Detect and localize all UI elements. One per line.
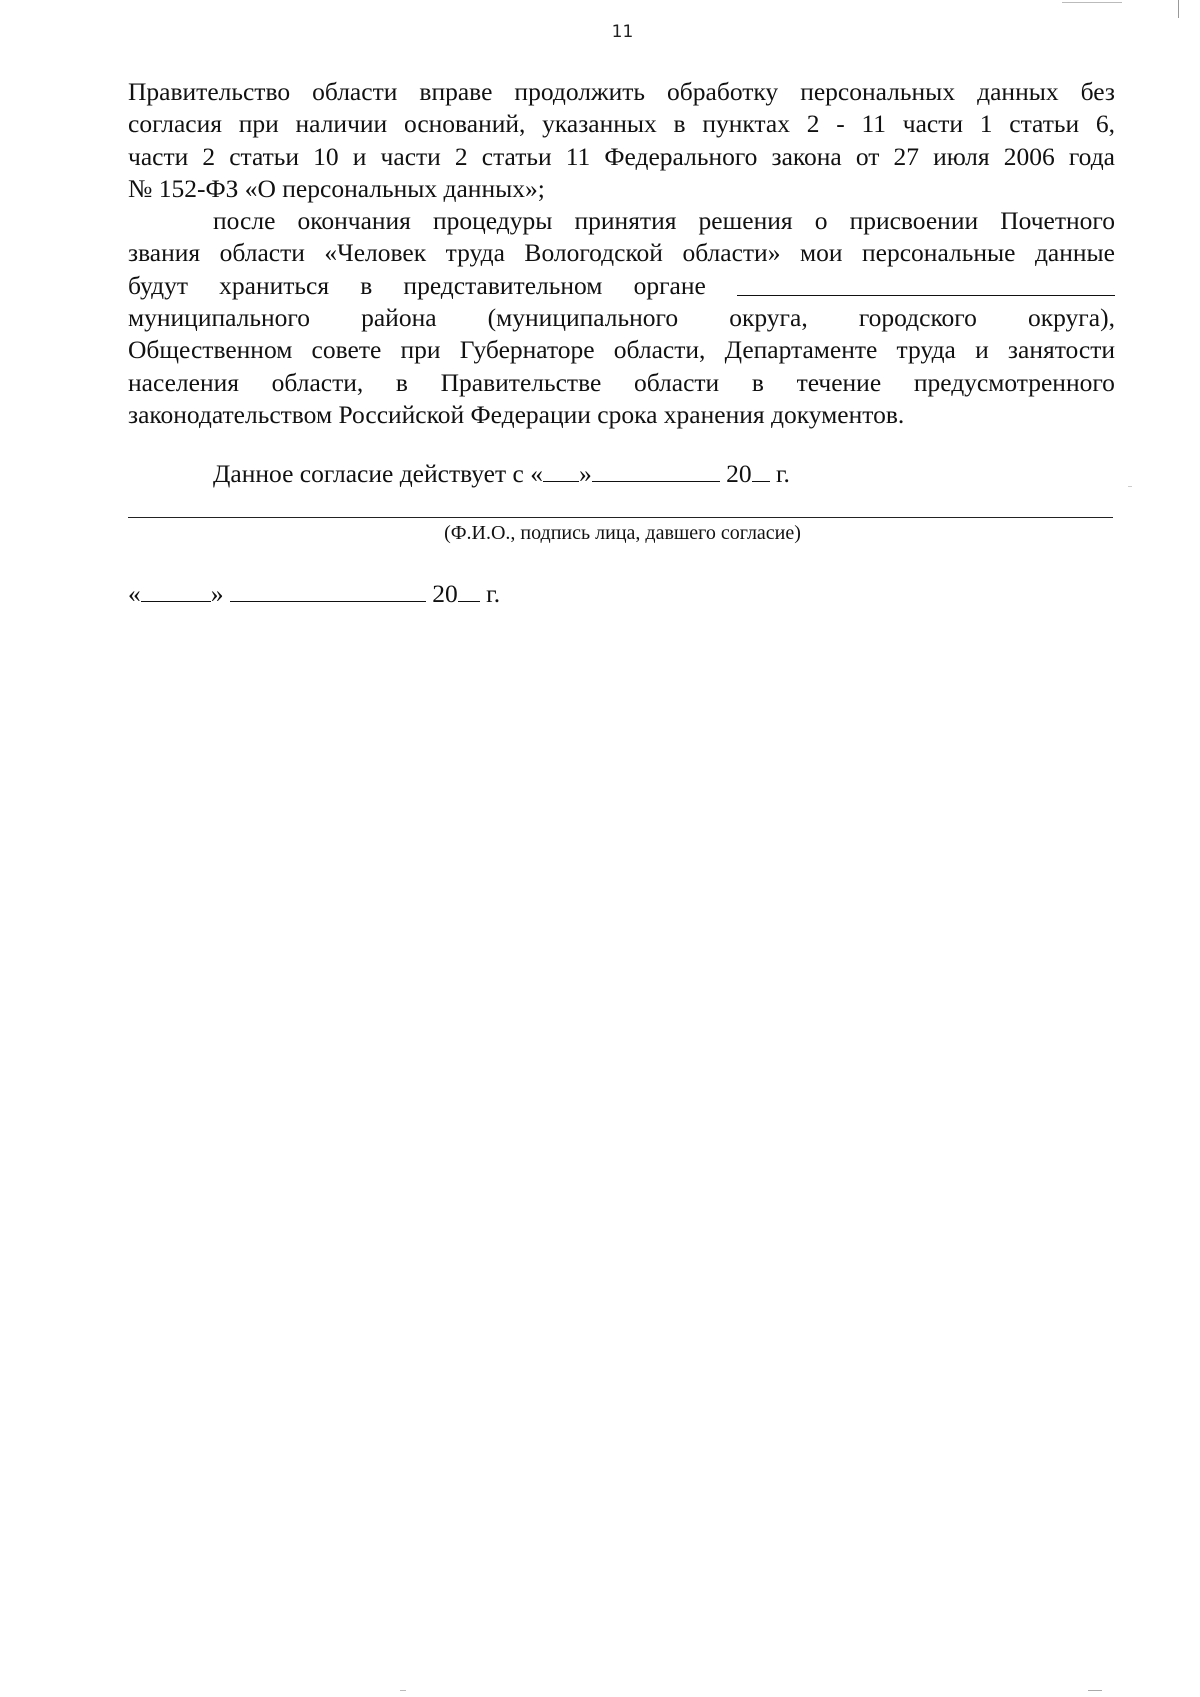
word: округа),: [1028, 303, 1115, 333]
text-line: [128, 367, 1115, 399]
word: муниципального: [128, 303, 310, 333]
validity-day-blank[interactable]: [543, 459, 579, 482]
text-line: № 152-ФЗ «О персональных данных»;: [128, 173, 545, 203]
word: населения: [128, 367, 239, 397]
scan-artifact: [1178, 0, 1179, 18]
text-line: согласия при наличии оснований, указанных в пунктах 2 - 11 части 1 статьи 6,: [128, 109, 1115, 139]
paragraph-storage: [128, 205, 1115, 431]
word: представительном: [403, 270, 603, 300]
signature-caption: (Ф.И.О., подпись лица, давшего согласие): [444, 522, 801, 544]
word: округа,: [729, 303, 808, 333]
page-number: 11: [611, 22, 634, 42]
word: будут: [128, 270, 189, 300]
word: Правительстве: [440, 367, 602, 397]
scan-artifact: [1088, 1690, 1102, 1691]
date-day-blank[interactable]: [141, 579, 211, 602]
word: в: [360, 270, 373, 300]
word: предусмотренного: [913, 367, 1115, 397]
signature-date-line: [128, 579, 500, 609]
word: (муниципального: [487, 303, 679, 333]
text-line: Общественном совете при Губернаторе области, Департаменте труда и занятости: [128, 335, 1115, 365]
validity-year-prefix: 20: [726, 459, 752, 488]
validity-prefix: Данное согласие действует с «: [213, 459, 543, 488]
municipality-blank-field[interactable]: [737, 270, 1115, 296]
text-line: законодательством Российской Федерации срока хранения документов.: [128, 399, 905, 429]
validity-month-blank[interactable]: [592, 459, 720, 482]
word: области: [633, 367, 720, 397]
scan-artifact: [400, 1690, 406, 1691]
signature-blank-line[interactable]: [128, 517, 1113, 518]
word: городского: [858, 303, 977, 333]
word: в: [751, 367, 764, 397]
text-line: звания области «Человек труда Вологодской области» мои персональные данные: [128, 238, 1115, 268]
date-close-quote: »: [210, 579, 224, 608]
validity-close-quote: »: [578, 459, 592, 488]
document-body: [128, 76, 1115, 431]
consent-validity-line: [213, 459, 790, 489]
validity-year-suffix: г.: [769, 459, 790, 488]
text-line: [128, 302, 1115, 334]
paragraph-processing-grounds: [128, 76, 1115, 205]
scan-artifact: [1128, 486, 1132, 487]
word: течение: [796, 367, 882, 397]
text-line-with-blank: [128, 270, 1115, 302]
word: района: [361, 303, 437, 333]
word: области,: [271, 367, 364, 397]
scan-artifact: [1062, 2, 1122, 3]
word: храниться: [219, 270, 330, 300]
text-line: после окончания процедуры принятия решения о присвоении Почетного: [213, 206, 1115, 236]
word: органе: [633, 270, 706, 300]
word: в: [395, 367, 408, 397]
date-month-blank[interactable]: [230, 579, 426, 602]
date-year-prefix: 20: [432, 579, 458, 608]
date-year-suffix: г.: [479, 579, 501, 608]
text-line: части 2 статьи 10 и части 2 статьи 11 Федерального закона от 27 июля 2006 года: [128, 141, 1115, 171]
validity-year-blank[interactable]: [752, 459, 770, 482]
date-open-quote: «: [128, 579, 141, 608]
text-line: Правительство области вправе продолжить обработку персональных данных без: [128, 77, 1115, 106]
date-year-blank[interactable]: [458, 579, 480, 602]
